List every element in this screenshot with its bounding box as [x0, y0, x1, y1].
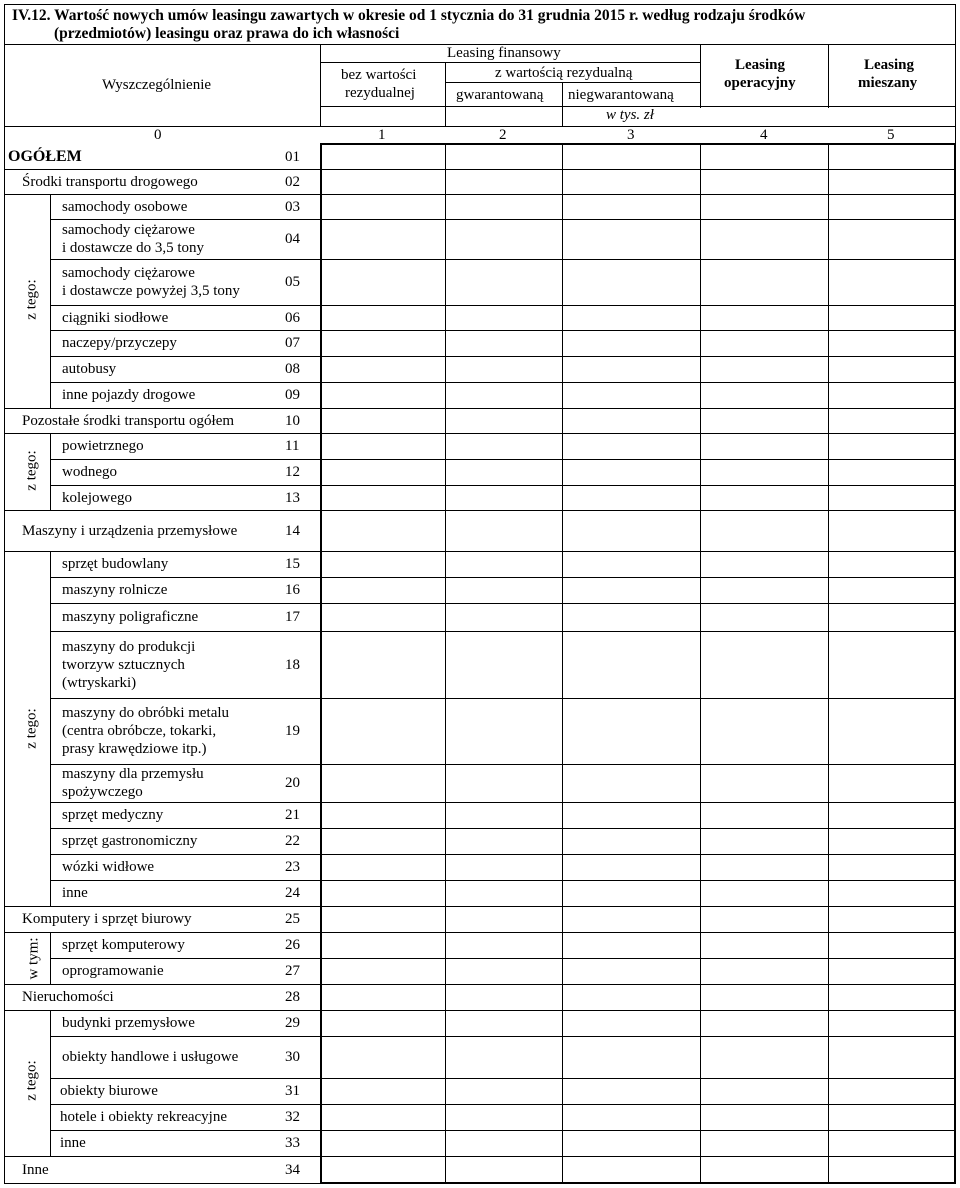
row-label: maszyny rolnicze	[62, 582, 168, 598]
table-row	[0, 433, 320, 459]
header-bez-wartosci-2: rezydualnej	[345, 85, 415, 101]
row-code: 28	[285, 989, 300, 1005]
row-label: kolejowego	[62, 490, 132, 506]
group-label-z-tego-4: z tego:	[23, 1060, 40, 1101]
header-wyszczegolnienie: Wyszczególnienie	[102, 77, 212, 93]
header-gwarantowana: gwarantowaną	[456, 87, 544, 103]
row-label: Komputery i sprzęt biurowy	[22, 911, 192, 927]
row-label: inne	[60, 1135, 86, 1151]
row-label: ciągniki siodłowe	[62, 310, 169, 326]
header-leasing-operacyjny-1: Leasing	[735, 57, 786, 73]
row-label: prasy krawędziowe itp.)	[62, 741, 207, 757]
row-code: 31	[285, 1083, 300, 1099]
row-label: wodnego	[62, 464, 117, 480]
row-code: 12	[285, 464, 300, 480]
row-label: sprzęt budowlany	[62, 556, 169, 572]
row-label: obiekty handlowe i usługowe	[62, 1049, 239, 1065]
colnum-5: 5	[887, 127, 895, 143]
colnum-2: 2	[499, 127, 507, 143]
row-code: 34	[285, 1162, 300, 1178]
row-label: sprzęt komputerowy	[62, 937, 185, 953]
row-label: i dostawcze powyżej 3,5 tony	[62, 283, 240, 299]
row-code: 32	[285, 1109, 300, 1125]
row-label: powietrznego	[62, 438, 144, 454]
row-label: Nieruchomości	[22, 989, 114, 1005]
colnum-0: 0	[154, 127, 162, 143]
row-code: 21	[285, 807, 300, 823]
row-code: 27	[285, 963, 300, 979]
table-row	[0, 1130, 320, 1156]
header-leasing-mieszany-1: Leasing	[864, 57, 915, 73]
data-grid	[320, 143, 956, 1184]
row-label: samochody osobowe	[62, 199, 188, 215]
row-code: 06	[285, 310, 300, 326]
row-label: oprogramowanie	[62, 963, 164, 979]
colnum-3: 3	[627, 127, 635, 143]
row-label: sprzęt gastronomiczny	[62, 833, 198, 849]
row-code: 18	[285, 657, 300, 673]
table-row	[0, 459, 320, 485]
header-leasing-operacyjny-2: operacyjny	[724, 75, 796, 91]
table-row	[0, 356, 320, 382]
row-code: 24	[285, 885, 300, 901]
group-label-z-tego-3: z tego:	[23, 708, 40, 749]
header-leasing-mieszany-2: mieszany	[858, 75, 918, 91]
header-leasing-finansowy: Leasing finansowy	[447, 45, 561, 61]
row-label: samochody ciężarowe	[62, 265, 195, 281]
row-label: Pozostałe środki transportu ogółem	[22, 413, 235, 429]
row-label: Środki transportu drogowego	[22, 174, 198, 190]
row-label: budynki przemysłowe	[62, 1015, 195, 1031]
row-code: 08	[285, 361, 300, 377]
colnum-4: 4	[760, 127, 768, 143]
row-code: 15	[285, 556, 300, 572]
row-label: naczepy/przyczepy	[62, 335, 177, 351]
table-title-line2: (przedmiotów) leasingu oraz prawa do ich własności	[54, 25, 400, 42]
row-label: sprzęt medyczny	[62, 807, 164, 823]
header-niegwarantowana: niegwarantowaną	[568, 87, 674, 103]
table-row	[0, 485, 320, 510]
header-bez-wartosci-1: bez wartości	[341, 67, 417, 83]
row-code: 09	[285, 387, 300, 403]
row-code: 03	[285, 199, 300, 215]
unit-label: w tys. zł	[606, 107, 654, 123]
group-label-w-tym: w tym:	[25, 937, 42, 980]
row-code: 14	[285, 523, 300, 539]
row-label: spożywczego	[62, 784, 143, 800]
row-code: 26	[285, 937, 300, 953]
row-code: 04	[285, 231, 300, 247]
row-code: 22	[285, 833, 300, 849]
table-row	[0, 1078, 320, 1104]
row-label: (centra obróbcze, tokarki,	[62, 723, 217, 739]
row-code: 10	[285, 413, 300, 429]
row-label: OGÓŁEM	[8, 148, 82, 165]
row-label: autobusy	[62, 361, 117, 377]
row-code: 29	[285, 1015, 300, 1031]
row-code: 07	[285, 335, 300, 351]
table-row	[0, 854, 320, 880]
row-code: 02	[285, 174, 300, 190]
group-label-z-tego-1: z tego:	[23, 279, 40, 320]
row-label: Maszyny i urządzenia przemysłowe	[22, 523, 238, 539]
row-label: i dostawcze do 3,5 tony	[62, 240, 205, 256]
row-code: 16	[285, 582, 300, 598]
row-label: maszyny dla przemysłu	[62, 766, 204, 782]
row-label: maszyny do produkcji	[62, 639, 196, 655]
table-row	[0, 880, 320, 906]
row-code: 11	[285, 438, 300, 454]
row-code: 13	[285, 490, 300, 506]
row-code: 01	[285, 149, 300, 165]
row-label: maszyny poligraficzne	[62, 609, 199, 625]
row-code: 19	[285, 723, 300, 739]
row-code: 05	[285, 274, 300, 290]
row-label: Inne	[22, 1162, 49, 1178]
row-code: 20	[285, 775, 300, 791]
row-label: wózki widłowe	[62, 859, 155, 875]
row-label: inne pojazdy drogowe	[62, 387, 196, 403]
row-label: hotele i obiekty rekreacyjne	[60, 1109, 228, 1125]
row-code: 25	[285, 911, 300, 927]
row-label: (wtryskarki)	[62, 675, 137, 691]
row-label: tworzyw sztucznych	[62, 657, 185, 673]
row-code: 23	[285, 859, 300, 875]
row-label: maszyny do obróbki metalu	[62, 705, 230, 721]
row-label: samochody ciężarowe	[62, 222, 195, 238]
group-label-z-tego-2: z tego:	[23, 450, 40, 491]
colnum-1: 1	[378, 127, 386, 143]
row-label: obiekty biurowe	[60, 1083, 158, 1099]
row-code: 33	[285, 1135, 300, 1151]
table-title-line1: IV.12. Wartość nowych umów leasingu zawartych w okresie od 1 stycznia do 31 grudnia 2015 r. według rodzaju środków	[12, 7, 806, 24]
row-label: inne	[62, 885, 88, 901]
header-z-wartoscia: z wartością rezydualną	[495, 65, 633, 81]
row-code: 30	[285, 1049, 300, 1065]
row-code: 17	[285, 609, 300, 625]
